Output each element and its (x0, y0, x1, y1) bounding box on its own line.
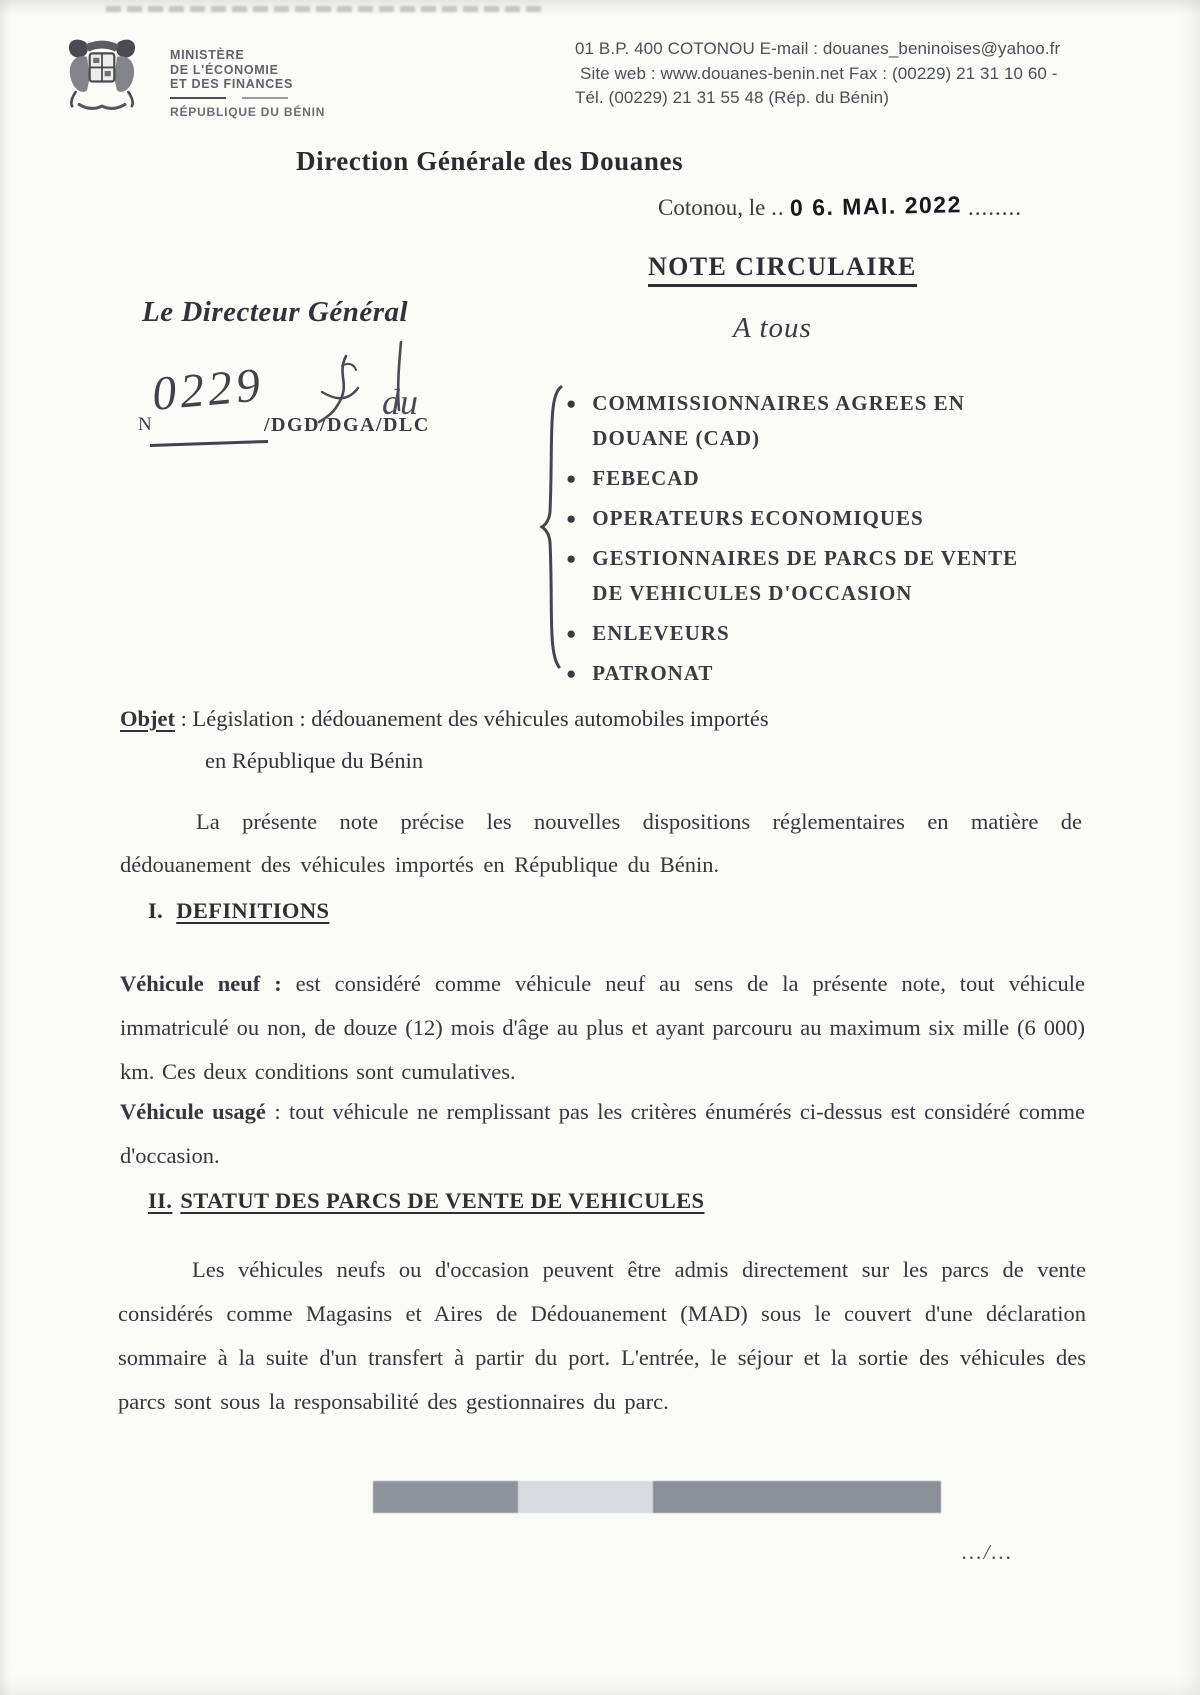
subject-line1 (120, 698, 1050, 740)
intro-paragraph: La présente note précise les nouvelles dispositions réglementaires en matière de dédouanement des véhicules importés en République du Bénin. (120, 809, 1082, 877)
addressee-label: A tous (733, 312, 812, 344)
page-continuation-marker: .../... (962, 1540, 1014, 1564)
parcs-paragraph: Les véhicules neufs ou d'occasion peuvent être admis directement sur les parcs de vente considérés comme Magasins et Aires de Dédouanement (MAD) sous le couvert d'une déclaration sommaire à la suite d'un transfert à partir du port. L'entrée, le séjour et la sortie des véhicules des parcs sont sous la responsabilité des gestionnaires du parc. (118, 1257, 1086, 1414)
reference-number-block (138, 352, 498, 462)
redaction-segment-dark (373, 1481, 518, 1513)
section-1-heading (148, 898, 329, 924)
definition-term: Véhicule neuf : (120, 971, 282, 996)
bullet-icon: ● (566, 469, 578, 488)
note-circulaire-title: NOTE CIRCULAIRE (648, 252, 917, 287)
contact-line-address-email: 01 B.P. 400 COTONOU E-mail : douanes_beninoises@yahoo.fr (575, 39, 1061, 58)
redaction-segment-light (518, 1481, 653, 1513)
handwritten-du-annotation (376, 338, 440, 430)
subject-line2: en République du Bénin (205, 748, 424, 773)
list-item (566, 656, 1071, 691)
definition-text: : tout véhicule ne remplissant pas les critères énumérés ci-dessus est considéré comme d'occasion. (120, 1099, 1085, 1168)
section-1-title: DEFINITIONS (176, 898, 330, 923)
ministry-line: MINISTÈRE (170, 48, 245, 62)
bullet-icon: ● (566, 664, 578, 683)
reference-suffix: /DGD/DGA/DLC (264, 414, 430, 436)
recipient-label: OPERATEURS ECONOMIQUES (592, 506, 924, 530)
bullet-icon: ● (566, 394, 578, 413)
list-item (566, 461, 1071, 496)
recipients-list (566, 386, 1071, 696)
republic-label: RÉPUBLIQUE DU BÉNIN (170, 105, 326, 119)
section-1-numeral: I. (148, 898, 164, 923)
reference-n-label: N (138, 414, 152, 435)
subject-label: Objet (120, 706, 175, 731)
benin-coat-of-arms-logo (58, 34, 146, 122)
redaction-segment-dark (653, 1481, 941, 1513)
list-item (566, 501, 1071, 536)
ministry-block (170, 48, 325, 120)
subject-text: : Législation : dédouanement des véhicules automobiles importés (175, 706, 769, 731)
ministry-line: DE L'ÉCONOMIE (170, 62, 279, 77)
recipient-label: ENLEVEURS (592, 621, 730, 645)
ministry-divider (170, 97, 288, 100)
contact-line-web-fax: Site web : www.douanes-benin.net Fax : (00229) 21 31 10 60 - (580, 63, 1058, 83)
dateline-dots-before: .. (771, 195, 785, 220)
list-item (566, 616, 1071, 651)
definition-text: est considéré comme véhicule neuf au sens de la présente note, tout véhicule immatriculé ou non, de douze (12) mois d'âge au plus et ayant parcouru au maximum six mille (6 000) km. Ces deux conditions sont cumulatives. (120, 971, 1085, 1084)
bullet-icon: ● (566, 509, 578, 528)
ministry-line: ET DES FINANCES (170, 77, 294, 91)
handwritten-du-text: du (382, 382, 418, 422)
recipients-brace (536, 384, 564, 670)
redaction-bar (373, 1481, 941, 1513)
coat-of-arms-icon (58, 34, 146, 122)
reference-underline (150, 440, 268, 447)
cutoff-scan-text-strip (106, 6, 542, 12)
section-2-heading (148, 1188, 704, 1214)
list-item (566, 386, 1071, 456)
recipient-label: COMMISSIONNAIRES AGREES EN DOUANE (CAD) (592, 391, 965, 450)
recipient-label: GESTIONNAIRES DE PARCS DE VENTE DE VEHICULES D'OCCASION (592, 546, 1019, 605)
contact-block (575, 37, 1100, 111)
dateline-dots-after: ........ (967, 195, 1022, 220)
dateline-prefix: Cotonou, le (658, 195, 766, 220)
date-stamp: 0 6. MAI. 2022 (790, 191, 963, 221)
dateline (658, 191, 1022, 221)
direction-title: Direction Générale des Douanes (296, 146, 684, 176)
definition-term: Véhicule usagé (120, 1099, 266, 1124)
section-2-numeral: II. (148, 1188, 173, 1213)
definition-vehicule-neuf (120, 962, 1085, 1094)
definition-vehicule-usage (120, 1090, 1085, 1178)
handwritten-flourish-icon (306, 322, 378, 427)
subject-block (120, 698, 1050, 782)
bullet-icon: ● (566, 624, 578, 643)
section-2-title: STATUT DES PARCS DE VENTE DE VEHICULES (180, 1188, 705, 1213)
recipient-label: FEBECAD (592, 466, 700, 490)
recipient-label: PATRONAT (592, 661, 714, 685)
bullet-icon: ● (566, 549, 578, 568)
sender-title: Le Directeur Général (142, 296, 409, 328)
contact-line-phone: Tél. (00229) 21 31 55 48 (Rép. du Bénin) (575, 88, 889, 107)
list-item (566, 541, 1071, 611)
handwritten-reference-number: 0229 (149, 358, 267, 421)
